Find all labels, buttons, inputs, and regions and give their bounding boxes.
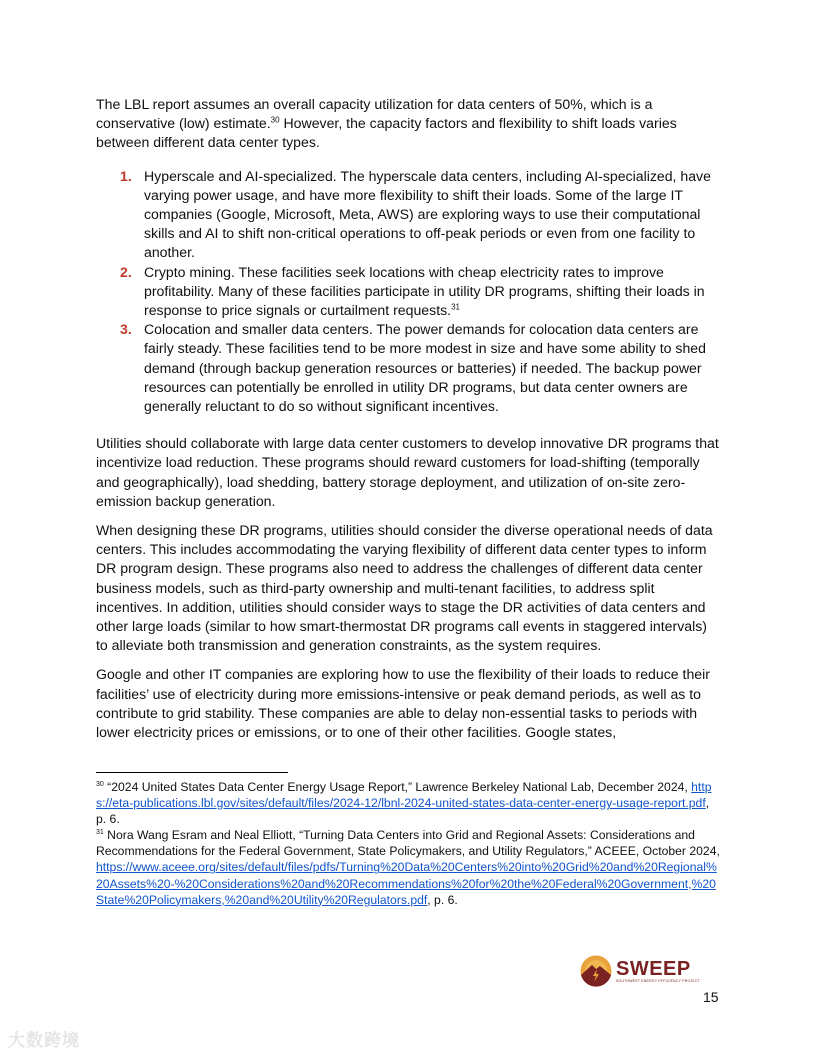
footnote-31 xyxy=(96,827,722,907)
paragraph: When designing these DR programs, utilities should consider the diverse operational needs of data centers. This includes accommodating the varying flexibility of different data center types to inform DR program design. These programs also need to address the challenges of different data center business models, such as third-party ownership and multi-tenant facilities, to address split incentives. In addition, utilities should consider ways to stage the DR activities of data centers and other large loads (similar to how smart-thermostat DR programs call events in staggered intervals) to alleviate both transmission and generation constraints, as the system requires. xyxy=(96,522,713,654)
list-text: Colocation and smaller data centers. The power demands for colocation data centers are fairly steady. These facilities tend to be more modest in size and have some ability to shed demand (through backup generation resources or batteries) if needed. The backup power resources can potentially be enrolled in utility DR programs, but data center owners are generally reluctant to do so without significant incentives. xyxy=(144,321,706,415)
paragraph-intro xyxy=(96,95,722,153)
logo-wordmark: SWEEP xyxy=(616,958,691,980)
footnote-link[interactable]: https://eta-publications.lbl.gov/sites/default/files/2024-12/lbnl-2024-united-states-data-center-energy-usage-report.pdf xyxy=(96,780,712,811)
list-number: 2. xyxy=(120,263,132,280)
paragraph: Utilities should collaborate with large data center customers to develop innovative DR programs that incentivize load reduction. These programs should reward customers for load-shifting (temporally and geographically), load shedding, battery storage deployment, and utilization of on-site zero-emission backup generation. xyxy=(96,435,719,509)
data-center-types-list xyxy=(96,167,722,417)
list-item xyxy=(96,167,722,263)
footnote-page: , p. 6. xyxy=(427,892,458,907)
footnote-number: 31 xyxy=(96,829,104,837)
footnote-link[interactable]: https://www.aceee.org/sites/default/files/pdfs/Turning%20Data%20Centers%20into%20Grid%20and%20Regional%20Assets%20-%20Considerations%20and%20Recommendations%20for%20the%20Federal%20Government,%20State%20Policymakers,%20and%20Utility%20Regulators.pdf xyxy=(96,860,717,907)
list-number: 3. xyxy=(120,321,132,338)
list-item xyxy=(96,263,722,321)
logo-tagline: SOUTHWEST ENERGY EFFICIENCY PROJECT xyxy=(616,979,701,983)
list-item xyxy=(96,320,722,416)
body-text xyxy=(96,95,722,752)
list-text: Crypto mining. These facilities seek locations with cheap electricity rates to improve profitability. Many of these facilities participate in utility DR programs, shifting their loads in response to price signals or curtailment requests. xyxy=(144,263,705,319)
footnote-ref-31[interactable]: 31 xyxy=(451,302,460,312)
footnote-page: , p. 6. xyxy=(96,796,710,827)
sun-mountain-icon xyxy=(580,955,612,987)
footnote-text: “2024 United States Data Center Energy Usage Report,” Lawrence Berkeley National Lab, December 2024, xyxy=(103,780,692,794)
sweep-logo xyxy=(580,955,700,987)
text: The LBL report assumes an overall capacity utilization for data centers of 50%, which is a conservative (low) estimate. xyxy=(96,96,653,132)
list-text: Hyperscale and AI-specialized. The hyperscale data centers, including AI-specialized, have varying power usage, and have more flexibility to shift their loads. Some of the large IT companies (Google, Microsoft, Meta, AWS) are exploring ways to use their computational skills and AI to shift non-critical operations to off-peak periods or even from one facility to another. xyxy=(144,167,711,261)
footnote-text: Nora Wang Esram and Neal Elliott, “Turning Data Centers into Grid and Regional Assets: Considerations and Recommendations for the Federal Government, State Policymakers, and Utility Regulators,” ACEEE, October 2024, xyxy=(96,828,720,859)
footnotes xyxy=(96,779,722,908)
footnote-number: 30 xyxy=(96,780,104,788)
footnote-ref-30[interactable]: 30 xyxy=(270,115,280,125)
page-number: 15 xyxy=(703,989,719,1005)
footnote-30 xyxy=(96,779,722,827)
watermark: 大数跨境 xyxy=(8,1031,80,1050)
text: However, the capacity factors and flexibility to shift loads varies between different data center types. xyxy=(96,115,677,151)
paragraph: Google and other IT companies are exploring how to use the flexibility of their loads to reduce their facilities’ use of electricity during more emissions-intensive or peak demand periods, as well as to contribute to grid stability. These companies are able to delay non-essential tasks to periods with lower electricity prices or emissions, or to one of their other facilities. Google states, xyxy=(96,666,710,741)
footnote-divider xyxy=(96,772,288,773)
list-number: 1. xyxy=(120,167,132,184)
